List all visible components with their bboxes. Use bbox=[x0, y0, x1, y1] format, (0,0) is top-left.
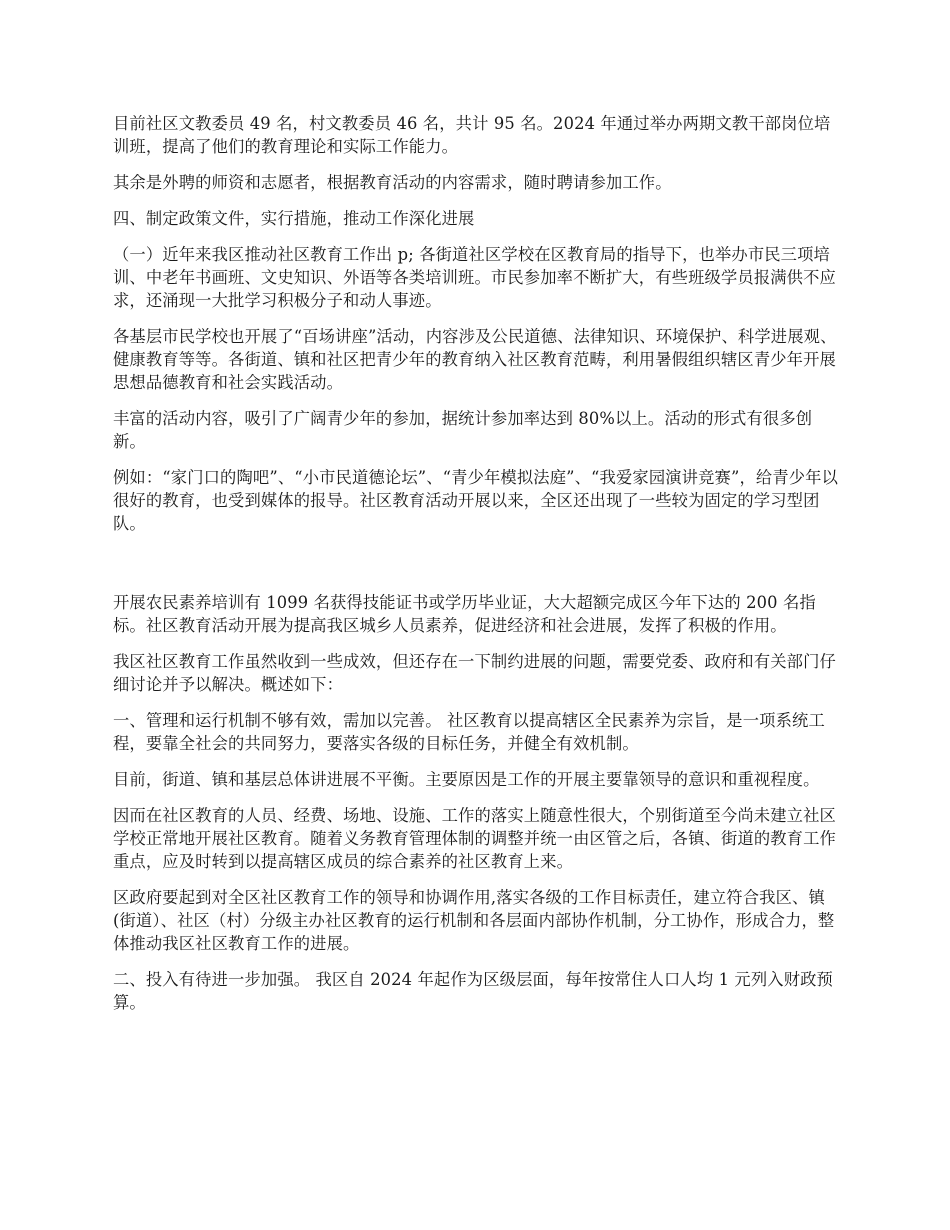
paragraph-mechanism-issue: 一、管理和运行机制不够有效，需加以完善。 社区教育以提高辖区全民素养为宗旨，是一项系统工程，要靠全社会的共同努力，要落实各级的目标任务，并健全有效机制。 bbox=[113, 711, 825, 753]
paragraph-investment: 二、投入有待进一步加强。 我区自 2024 年起作为区级层面，每年按常住人口人均 1 元列入财政预算。 bbox=[113, 970, 833, 1012]
paragraph-participation-rate: 丰富的活动内容，吸引了广阔青少年的参加，据统计参加率达到 80%以上。活动的形式有很多创新。 bbox=[113, 409, 813, 451]
document-body bbox=[113, 112, 843, 1027]
heading-policy-documents: 四、制定政策文件，实行措施，推动工作深化进展 bbox=[113, 209, 475, 228]
paragraph-activity-examples: 例如：“家门口的陶吧”、“小市民道德论坛”、“青少年模拟法庭”、“我爱家园演讲竞赛”，给青少年以很好的教育，也受到媒体的报导。社区教育活动开展以来，全区还出现了一些较为固定的学习型团队。 bbox=[113, 468, 839, 533]
paragraph-committee-members: 目前社区文教委员 49 名，村文教委员 46 名，共计 95 名。2024 年通过举办两期文教干部岗位培训班，提高了他们的教育理论和实际工作能力。 bbox=[113, 114, 831, 156]
paragraph-lectures: 各基层市民学校也开展了“百场讲座”活动，内容涉及公民道德、法律知识、环境保护、科学进展观、健康教育等等。各街道、镇和社区把青少年的教育纳入社区教育范畴，利用暑假组织辖区青少年开展思想品德教育和社会实践活动。 bbox=[113, 327, 837, 392]
paragraph-uneven-development: 目前，街道、镇和基层总体讲进展不平衡。主要原因是工作的开展主要靠领导的意识和重视程度。 bbox=[113, 770, 820, 789]
paragraph-problems-intro: 我区社区教育工作虽然收到一些成效，但还存在一下制约进展的问题，需要党委、政府和有关部门仔细讨论并予以解决。概述如下： bbox=[113, 652, 836, 694]
section-gap bbox=[113, 548, 843, 591]
paragraph-government-role: 区政府要起到对全区社区教育工作的领导和协调作用,落实各级的工作目标责任，建立符合我区、镇(街道）、社区（村）分级主办社区教育的运行机制和各层面内部协作机制，分工协作，形成合力，整体推动我区社区教育工作的进展。 bbox=[113, 888, 835, 953]
paragraph-external-staff: 其余是外聘的师资和志愿者，根据教育活动的内容需求，随时聘请参加工作。 bbox=[113, 173, 672, 192]
paragraph-implementation: 因而在社区教育的人员、经费、场地、设施、工作的落实上随意性很大，个别街道至今尚未建立社区学校正常地开展社区教育。随着义务教育管理体制的调整并统一由区管之后，各镇、街道的教育工作重点，应及时转到以提高辖区成员的综合素养的社区教育上来。 bbox=[113, 806, 836, 871]
paragraph-training-classes: （一）近年来我区推动社区教育工作出 p; 各街道社区学校在区教育局的指导下，也举办市民三项培训、中老年书画班、文史知识、外语等各类培训班。市民参加率不断扩大，有些班级学员报满供不应求，还涌现一大批学习积极分子和动人事迹。 bbox=[113, 245, 836, 310]
paragraph-farmer-training: 开展农民素养培训有 1099 名获得技能证书或学历毕业证，大大超额完成区今年下达的 200 名指标。社区教育活动开展为提高我区城乡人员素养，促进经济和社会进展，发挥了积极的作用。 bbox=[113, 593, 816, 635]
